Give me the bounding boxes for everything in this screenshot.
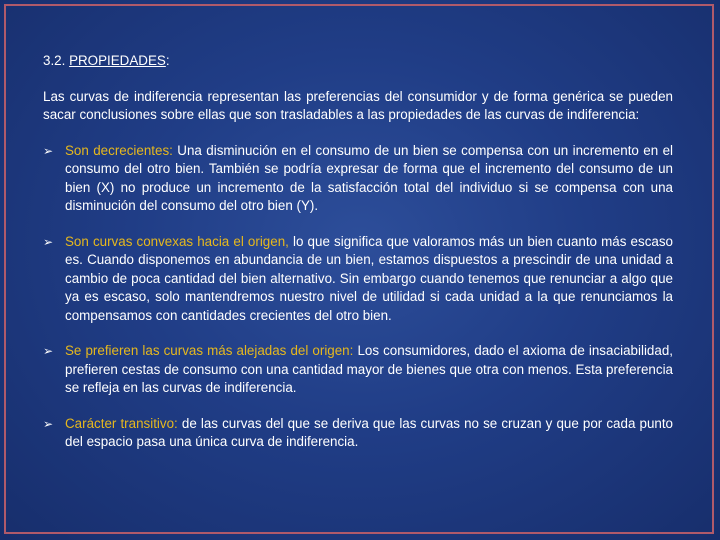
- bullet-text: Una disminución en el consumo de un bien se compensa con un incremento en el consumo del otro bien. También se podría expresar de forma que el incremento del consumo de un bien (X) no produce un incremento de la satisfacción total del individuo si se compensa con una disminución del consumo del otro bien (Y).: [65, 142, 673, 213]
- bullet-text: Los consumidores, dado el axioma de insaciabilidad, prefieren cestas de consumo con una cantidad mayor de bienes que otra con menos. Esta preferencia se refleja en las curvas de indiferencia.: [65, 343, 673, 395]
- section-colon: :: [165, 53, 170, 68]
- bullet-item: [43, 142, 673, 216]
- arrow-bullet-icon: ➢: [43, 143, 54, 158]
- section-title: PROPIEDADES: [69, 53, 166, 68]
- bullet-title: Se prefieren las curvas más alejadas del origen:: [65, 343, 354, 358]
- slide-content: [43, 52, 673, 469]
- bullet-item: [43, 233, 673, 326]
- arrow-bullet-icon: ➢: [43, 416, 54, 431]
- arrow-bullet-icon: ➢: [43, 234, 54, 249]
- section-heading: [43, 52, 673, 71]
- bullet-title: Son decrecientes:: [65, 142, 173, 158]
- bullet-text: lo que significa que valoramos más un bien cuanto más escaso es. Cuando disponemos en abundancia de un bien, estamos dispuestos a prescindir de una unidad a cambio de poca cantidad del bien alternativo. Sin embargo cuando tenemos que renunciar a algo que ya es escaso, solo mantendremos nuestro nivel de utilidad si cada unidad a la que renunciamos la compensamos con cantidades crecientes del otro bien.: [65, 233, 673, 323]
- intro-paragraph: Las curvas de indiferencia representan las preferencias del consumidor y de forma genérica se pueden sacar conclusiones sobre ellas que son trasladables a las propiedades de las curvas de indiferencia:: [43, 88, 673, 122]
- arrow-bullet-icon: ➢: [43, 344, 54, 358]
- bullet-title: Carácter transitivo:: [65, 415, 178, 431]
- bullet-item: [43, 342, 673, 398]
- bullet-title: Son curvas convexas hacia el origen,: [65, 233, 289, 249]
- bullet-text: de las curvas del que se deriva que las curvas no se cruzan y que por cada punto del espacio pasa una única curva de indiferencia.: [65, 415, 674, 449]
- bullet-item: [43, 415, 673, 452]
- section-number: 3.2.: [43, 53, 66, 68]
